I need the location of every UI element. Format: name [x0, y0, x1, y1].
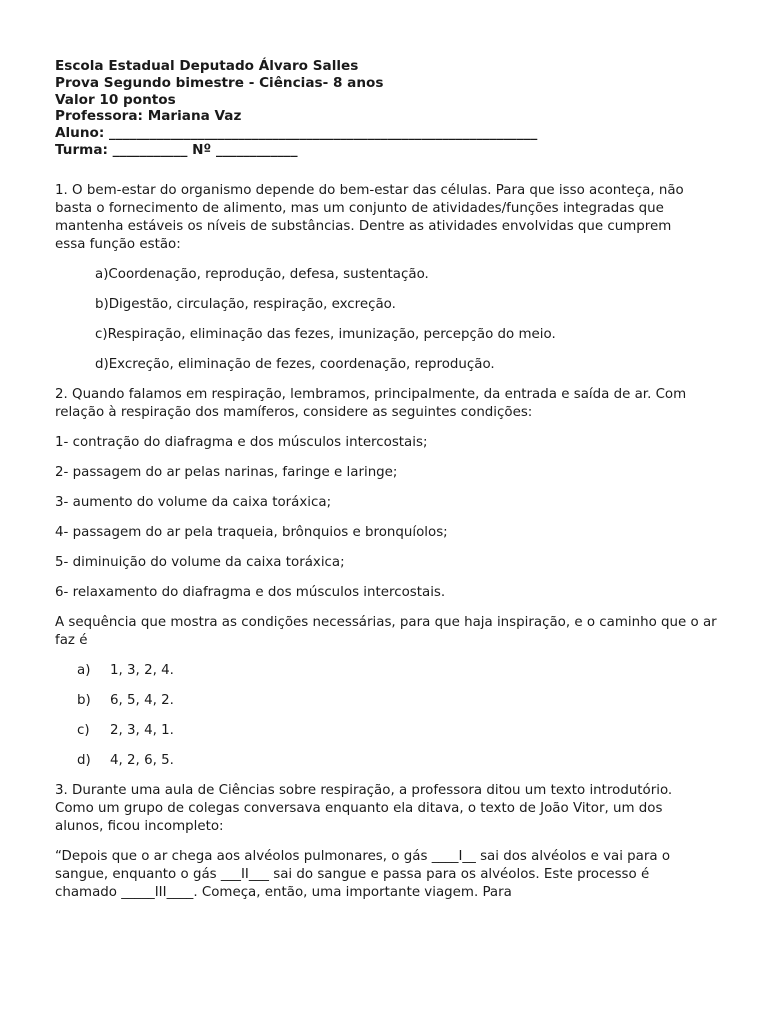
exam-value: Valor 10 pontos — [55, 91, 176, 108]
teacher-name: Professora: Mariana Vaz — [55, 108, 242, 125]
student-line: Aluno: _______________________________________________________________ — [55, 125, 538, 142]
exam-title: Prova Segundo bimestre - Ciências- 8 anos — [55, 74, 384, 91]
question-2-option-c — [77, 722, 735, 740]
option-label: c) — [77, 722, 90, 738]
question-2-prompt: A sequência que mostra as condições necessárias, para que haja inspiração, e o caminho que o ar faz é — [55, 614, 717, 648]
question-2-option-d — [77, 752, 735, 770]
option-text: 2, 3, 4, 1. — [110, 722, 174, 738]
question-3-text: 3. Durante uma aula de Ciências sobre respiração, a professora ditou um texto introdutório. Como um grupo de colegas conversava enquanto ela ditava, o texto de João Vitor, um dos alunos, ficou incompleto: — [55, 782, 673, 834]
option-text: 1, 3, 2, 4. — [110, 662, 174, 678]
question-2 — [55, 386, 735, 770]
option-label: a) — [77, 662, 91, 678]
condition-4: 4- passagem do ar pela traqueia, brônquios e bronquíolos; — [55, 524, 448, 540]
school-name: Escola Estadual Deputado Álvaro Salles — [55, 58, 359, 74]
option-text: 4, 2, 6, 5. — [110, 752, 174, 768]
option-text: 6, 5, 4, 2. — [110, 692, 174, 708]
class-line: Turma: ___________ Nº ____________ — [55, 141, 298, 158]
condition-3: 3- aumento do volume da caixa toráxica; — [55, 494, 332, 510]
exam-header — [55, 58, 735, 159]
question-1-option-b: b)Digestão, circulação, respiração, excreção. — [95, 296, 396, 312]
question-1-option-d: d)Excreção, eliminação de fezes, coordenação, reprodução. — [95, 356, 495, 372]
option-label: d) — [77, 752, 91, 768]
condition-2: 2- passagem do ar pelas narinas, faringe e laringe; — [55, 464, 398, 480]
question-1-text: 1. O bem-estar do organismo depende do bem-estar das células. Para que isso aconteça, não basta o fornecimento de alimento, mas um conjunto de atividades/funções integradas que mantenha estáveis os níveis de substâncias. Dentre as atividades envolvidas que cumprem essa função estão: — [55, 182, 684, 252]
condition-5: 5- diminuição do volume da caixa toráxica; — [55, 554, 345, 570]
condition-1: 1- contração do diafragma e dos músculos intercostais; — [55, 434, 428, 450]
question-1-option-c: c)Respiração, eliminação das fezes, imunização, percepção do meio. — [95, 326, 556, 342]
question-2-option-a — [77, 662, 735, 680]
question-2-text: 2. Quando falamos em respiração, lembramos, principalmente, da entrada e saída de ar. Com relação à respiração dos mamíferos, considere as seguintes condições: — [55, 386, 687, 420]
question-3 — [55, 782, 735, 902]
question-1 — [55, 182, 735, 374]
option-label: b) — [77, 692, 91, 708]
question-3-quote: “Depois que o ar chega aos alvéolos pulmonares, o gás ____I__ sai dos alvéolos e vai para o sangue, enquanto o gás ___II___ sai do sangue e passa para os alvéolos. Este processo é chamado _____III____. Começa, então, uma importante viagem. Para — [55, 848, 671, 900]
condition-6: 6- relaxamento do diafragma e dos músculos intercostais. — [55, 584, 446, 600]
exam-page — [55, 58, 735, 914]
question-2-option-b — [77, 692, 735, 710]
question-1-option-a: a)Coordenação, reprodução, defesa, sustentação. — [95, 266, 429, 282]
